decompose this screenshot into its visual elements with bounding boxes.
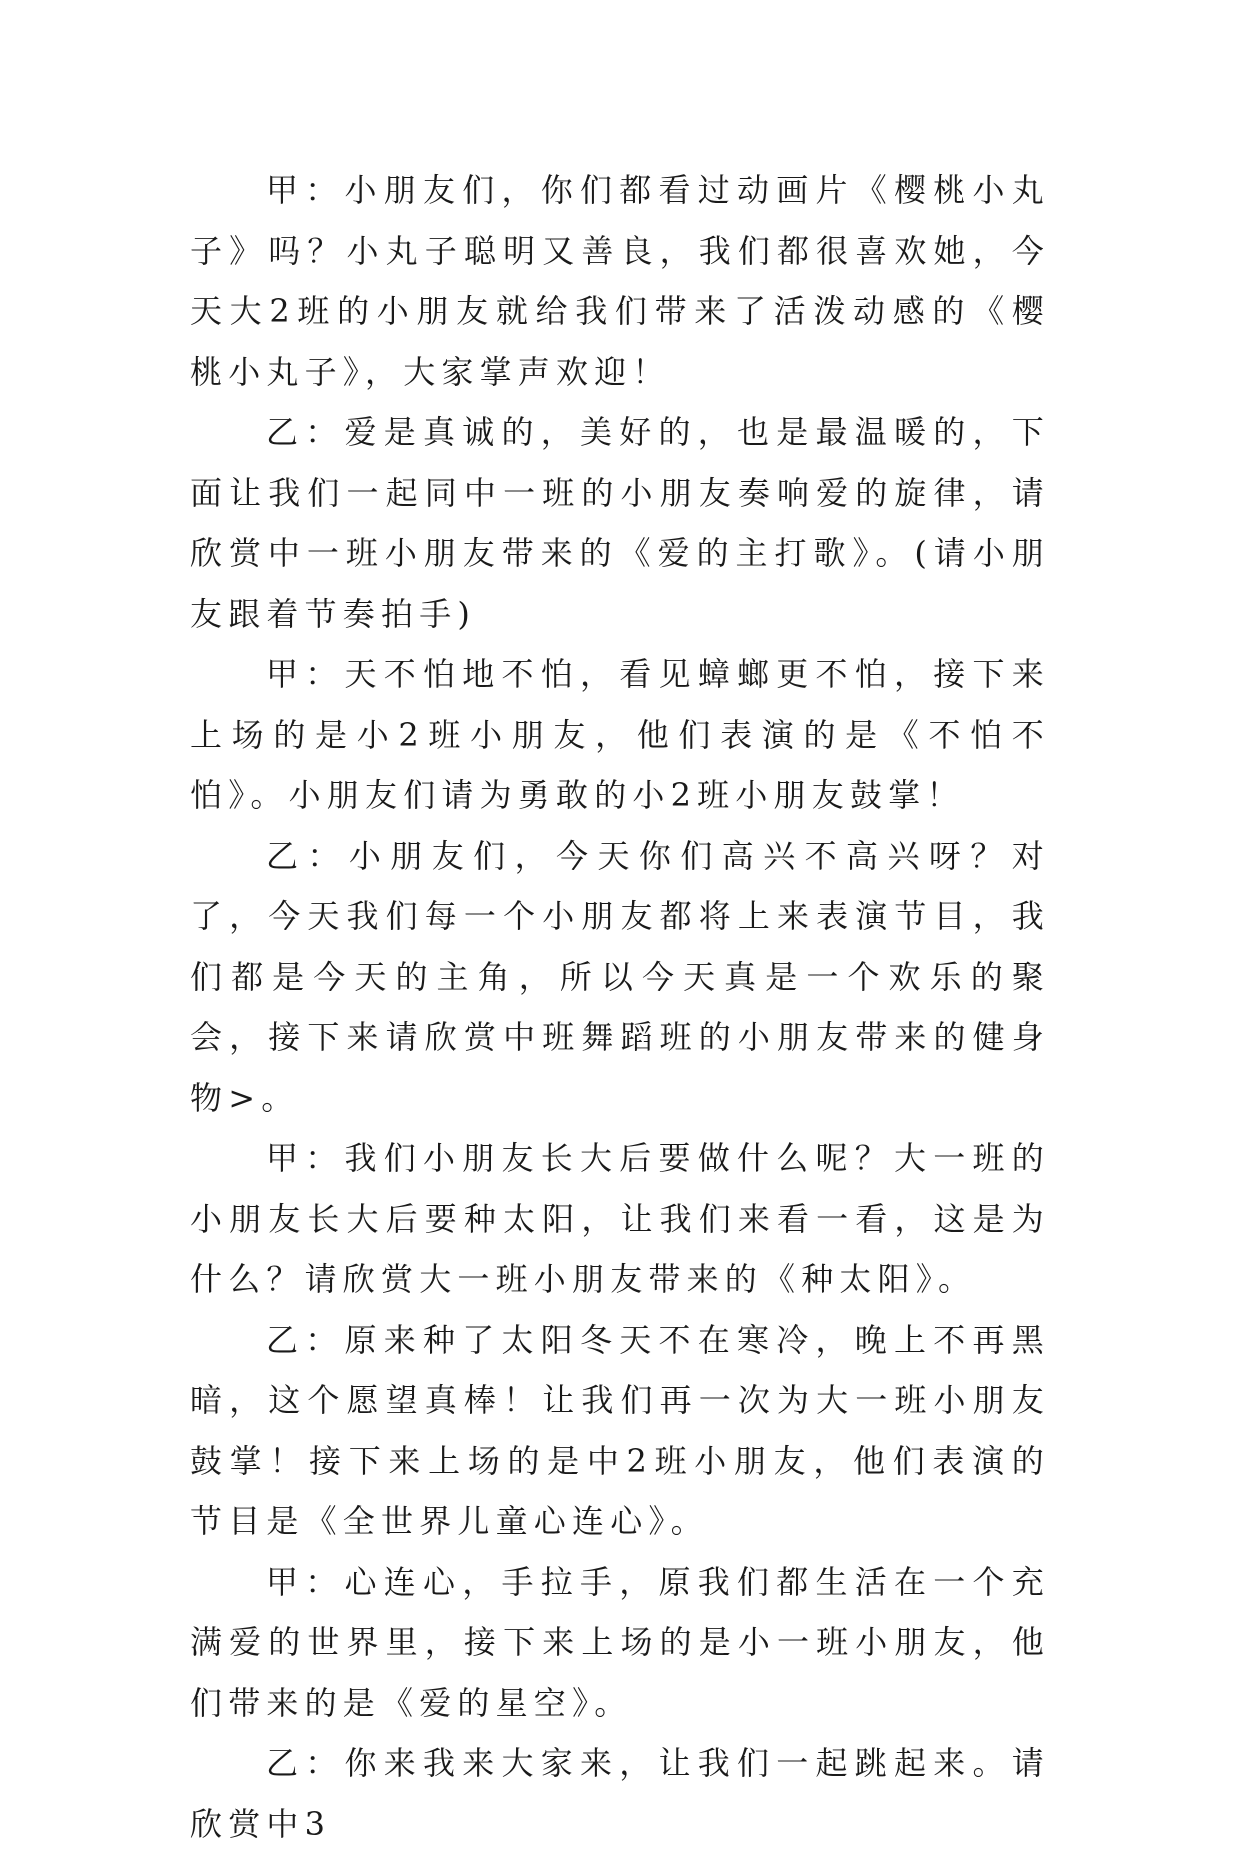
paragraph: 甲：天不怕地不怕，看见蟑螂更不怕，接下来上场的是小2班小朋友，他们表演的是《不怕不怕》。小朋友们请为勇敢的小2班小朋友鼓掌！	[190, 655, 1050, 814]
document-body	[190, 160, 1050, 1854]
paragraph: 甲：我们小朋友长大后要做什么呢？大一班的小朋友长大后要种太阳，让我们来看一看，这是为什么？请欣赏大一班小朋友带来的《种太阳》。	[190, 1139, 1050, 1298]
paragraph: 乙：小朋友们，今天你们高兴不高兴呀？对了，今天我们每一个小朋友都将上来表演节目，我们都是今天的主角，所以今天真是一个欢乐的聚会，接下来请欣赏中班舞蹈班的小朋友带来的健身物>。	[190, 836, 1050, 1117]
paragraph: 乙：爱是真诚的，美好的，也是最温暖的，下面让我们一起同中一班的小朋友奏响爱的旋律，请欣赏中一班小朋友带来的《爱的主打歌》。(请小朋友跟着节奏拍手)	[190, 413, 1050, 633]
paragraph: 乙：你来我来大家来，让我们一起跳起来。请欣赏中3	[190, 1744, 1050, 1843]
paragraph: 甲：心连心，手拉手，原我们都生活在一个充满爱的世界里，接下来上场的是小一班小朋友，他们带来的是《爱的星空》。	[190, 1562, 1050, 1722]
paragraph: 乙：原来种了太阳冬天不在寒冷，晚上不再黑暗，这个愿望真棒！让我们再一次为大一班小朋友鼓掌！接下来上场的是中2班小朋友，他们表演的节目是《全世界儿童心连心》。	[190, 1320, 1050, 1540]
paragraph: 甲：小朋友们，你们都看过动画片《樱桃小丸子》吗？小丸子聪明又善良，我们都很喜欢她，今天大2班的小朋友就给我们带来了活泼动感的《樱桃小丸子》，大家掌声欢迎！	[190, 171, 1050, 391]
